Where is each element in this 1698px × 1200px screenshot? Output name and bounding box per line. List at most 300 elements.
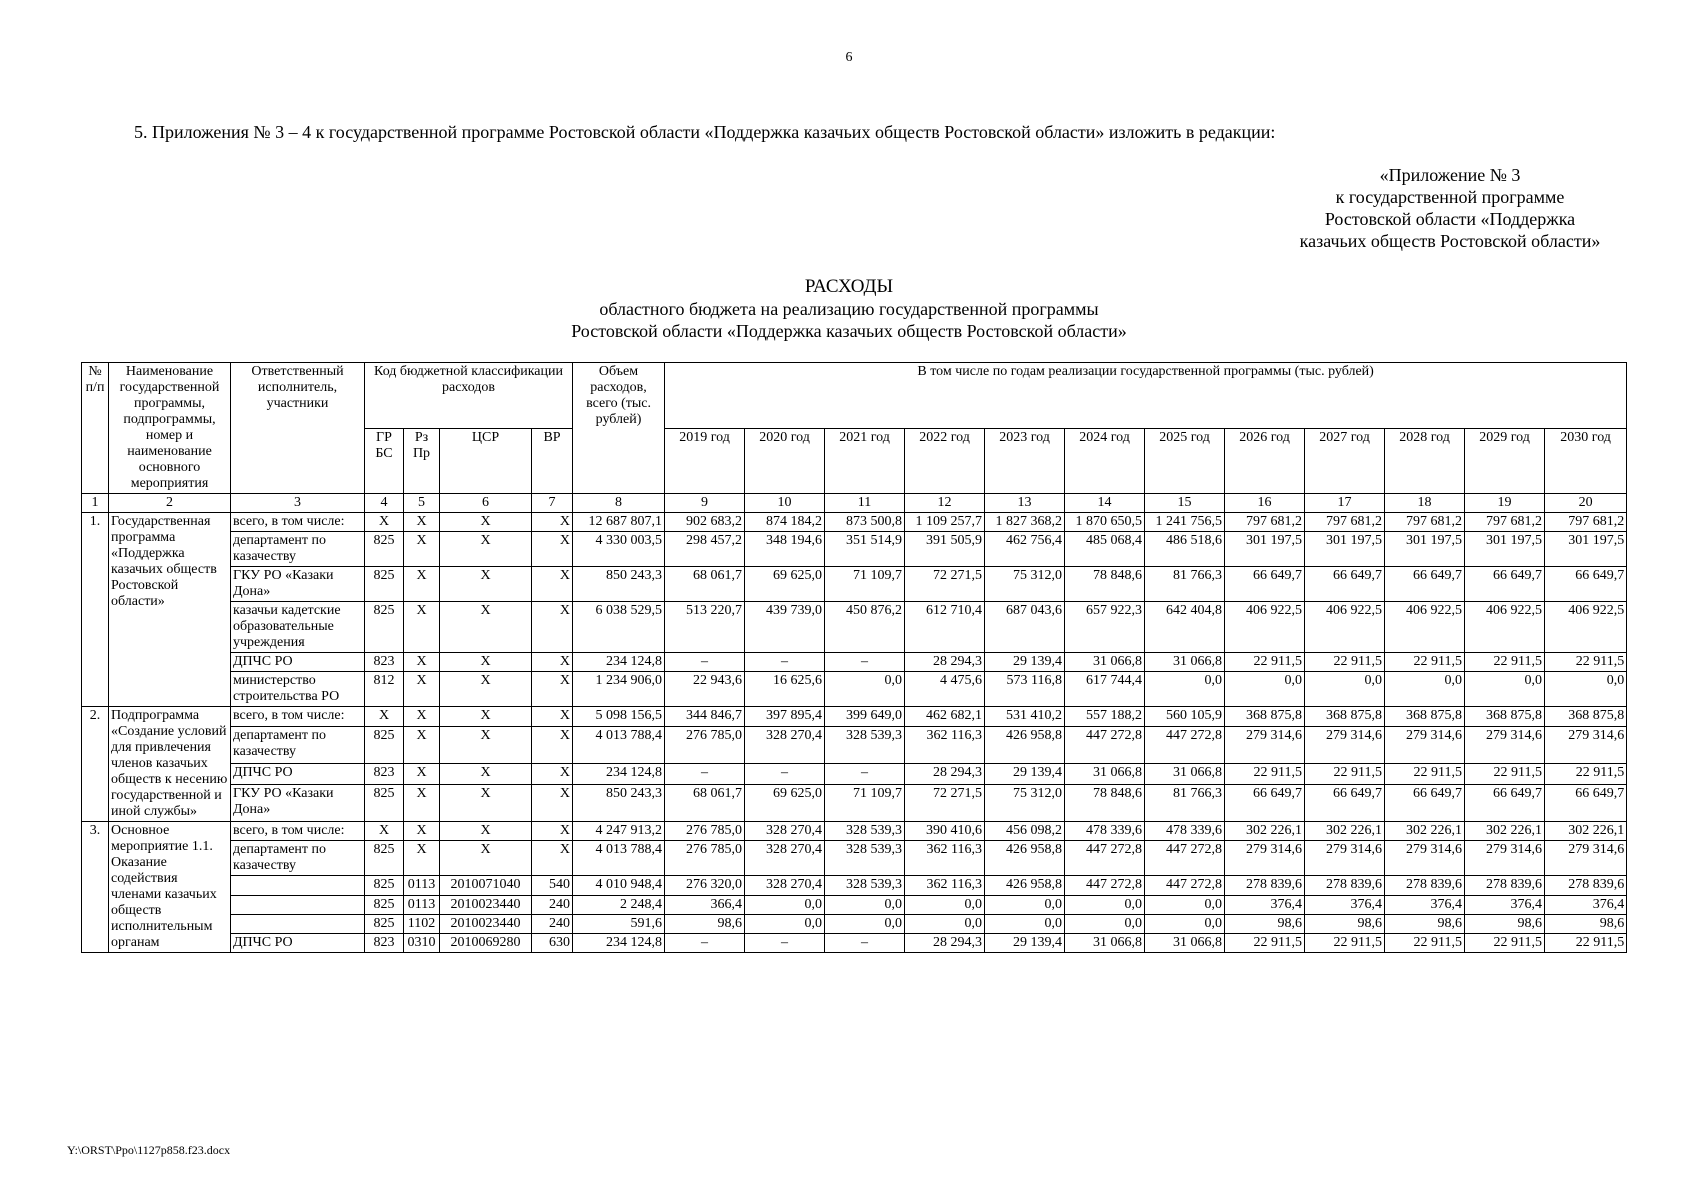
column-number: 19 bbox=[1465, 494, 1545, 513]
year-value-cell: 0,0 bbox=[825, 914, 905, 933]
year-value-cell: 276 785,0 bbox=[665, 727, 745, 764]
year-value-cell: 406 922,5 bbox=[1465, 602, 1545, 653]
year-value-cell: 29 139,4 bbox=[985, 933, 1065, 952]
column-number: 6 bbox=[440, 494, 532, 513]
year-value-cell: 406 922,5 bbox=[1545, 602, 1627, 653]
appendix-line: «Приложение № 3 bbox=[1379, 165, 1521, 185]
year-value-cell: 328 539,3 bbox=[825, 876, 905, 895]
year-value-cell: 612 710,4 bbox=[905, 602, 985, 653]
year-value-cell: 16 625,6 bbox=[745, 672, 825, 707]
year-value-cell: 797 681,2 bbox=[1225, 513, 1305, 532]
year-value-cell: 98,6 bbox=[1385, 914, 1465, 933]
column-number: 13 bbox=[985, 494, 1065, 513]
year-value-cell: 0,0 bbox=[1465, 672, 1545, 707]
year-value-cell: 348 194,6 bbox=[745, 532, 825, 567]
executor-cell: министерство строительства РО bbox=[231, 672, 365, 707]
year-value-cell: 0,0 bbox=[745, 914, 825, 933]
rzpr-cell: Х bbox=[404, 841, 440, 876]
year-value-cell: 486 518,6 bbox=[1145, 532, 1225, 567]
year-value-cell: 797 681,2 bbox=[1545, 513, 1627, 532]
year-value-cell: 328 539,3 bbox=[825, 822, 905, 841]
year-value-cell: 28 294,3 bbox=[905, 933, 985, 952]
year-value-cell: 450 876,2 bbox=[825, 602, 905, 653]
executor-cell bbox=[231, 876, 365, 895]
executor-cell bbox=[231, 895, 365, 914]
total-cell: 234 124,8 bbox=[573, 764, 665, 784]
year-value-cell: 75 312,0 bbox=[985, 567, 1065, 602]
grbs-cell: 825 bbox=[365, 876, 404, 895]
column-number: 7 bbox=[532, 494, 573, 513]
rzpr-cell: Х bbox=[404, 727, 440, 764]
year-value-cell: 0,0 bbox=[1065, 914, 1145, 933]
year-value-cell: 366,4 bbox=[665, 895, 745, 914]
year-value-cell: – bbox=[825, 764, 905, 784]
year-value-cell: 376,4 bbox=[1305, 895, 1385, 914]
year-value-cell: 301 197,5 bbox=[1225, 532, 1305, 567]
year-value-cell: 66 649,7 bbox=[1305, 567, 1385, 602]
year-value-cell: 31 066,8 bbox=[1145, 653, 1225, 672]
table-row bbox=[82, 895, 1627, 914]
year-value-cell: 0,0 bbox=[825, 895, 905, 914]
title-line: Ростовской области «Поддержка казачьих обществ Ростовской области» bbox=[571, 321, 1127, 341]
year-value-cell: 302 226,1 bbox=[1225, 822, 1305, 841]
year-value-cell: 31 066,8 bbox=[1065, 933, 1145, 952]
csr-cell: 2010069280 bbox=[440, 933, 532, 952]
file-path-footer: Y:\ORST\Ppo\1127p858.f23.docx bbox=[67, 1143, 231, 1157]
header-rzpr: Рз Пр bbox=[404, 428, 440, 494]
year-value-cell: 301 197,5 bbox=[1465, 532, 1545, 567]
column-number: 18 bbox=[1385, 494, 1465, 513]
total-cell: 4 013 788,4 bbox=[573, 727, 665, 764]
year-value-cell: 301 197,5 bbox=[1305, 532, 1385, 567]
grbs-cell: 823 bbox=[365, 764, 404, 784]
year-value-cell: 279 314,6 bbox=[1385, 727, 1465, 764]
rzpr-cell: Х bbox=[404, 822, 440, 841]
year-value-cell: 513 220,7 bbox=[665, 602, 745, 653]
grbs-cell: 825 bbox=[365, 727, 404, 764]
table-row bbox=[82, 567, 1627, 602]
year-value-cell: 0,0 bbox=[1145, 895, 1225, 914]
program-name: Подпрограмма «Создание условий для привлечения членов казачьих обществ к несению государственной и иной службы» bbox=[109, 707, 231, 822]
year-value-cell: 66 649,7 bbox=[1545, 567, 1627, 602]
year-value-cell: 485 068,4 bbox=[1065, 532, 1145, 567]
year-value-cell: 687 043,6 bbox=[985, 602, 1065, 653]
column-number: 12 bbox=[905, 494, 985, 513]
csr-cell: Х bbox=[440, 567, 532, 602]
year-value-cell: 98,6 bbox=[665, 914, 745, 933]
year-value-cell: 1 870 650,5 bbox=[1065, 513, 1145, 532]
year-value-cell: 22 911,5 bbox=[1305, 933, 1385, 952]
year-value-cell: 0,0 bbox=[985, 914, 1065, 933]
year-value-cell: 66 649,7 bbox=[1385, 567, 1465, 602]
rzpr-cell: Х bbox=[404, 672, 440, 707]
year-value-cell: 328 539,3 bbox=[825, 727, 905, 764]
year-value-cell: – bbox=[825, 653, 905, 672]
year-value-cell: 278 839,6 bbox=[1465, 876, 1545, 895]
table-row bbox=[82, 876, 1627, 895]
total-cell: 1 234 906,0 bbox=[573, 672, 665, 707]
grbs-cell: 812 bbox=[365, 672, 404, 707]
year-value-cell: 447 272,8 bbox=[1065, 727, 1145, 764]
header-vr: ВР bbox=[532, 428, 573, 494]
year-value-cell: 22 911,5 bbox=[1305, 764, 1385, 784]
grbs-cell: 825 bbox=[365, 532, 404, 567]
year-value-cell: 447 272,8 bbox=[1065, 876, 1145, 895]
year-value-cell: 447 272,8 bbox=[1145, 841, 1225, 876]
year-value-cell: 81 766,3 bbox=[1145, 567, 1225, 602]
vr-cell: 240 bbox=[532, 895, 573, 914]
rzpr-cell: Х bbox=[404, 602, 440, 653]
header-name: Наименование государственной программы, подпрограммы, номер и наименование основного мероприятия bbox=[109, 363, 231, 494]
row-number: 1. bbox=[82, 513, 109, 707]
row-number: 3. bbox=[82, 822, 109, 953]
year-value-cell: 279 314,6 bbox=[1225, 841, 1305, 876]
year-value-cell: 278 839,6 bbox=[1225, 876, 1305, 895]
year-value-cell: 22 911,5 bbox=[1225, 764, 1305, 784]
table-row bbox=[82, 672, 1627, 707]
vr-cell: Х bbox=[532, 764, 573, 784]
grbs-cell: 825 bbox=[365, 602, 404, 653]
appendix-line: казачьих обществ Ростовской области» bbox=[1299, 231, 1601, 251]
year-value-cell: 328 270,4 bbox=[745, 822, 825, 841]
column-number: 8 bbox=[573, 494, 665, 513]
year-value-cell: 69 625,0 bbox=[745, 784, 825, 821]
table-row bbox=[82, 764, 1627, 784]
year-value-cell: 66 649,7 bbox=[1545, 784, 1627, 821]
column-number: 16 bbox=[1225, 494, 1305, 513]
year-value-cell: 797 681,2 bbox=[1465, 513, 1545, 532]
year-value-cell: 447 272,8 bbox=[1145, 727, 1225, 764]
year-value-cell: 391 505,9 bbox=[905, 532, 985, 567]
csr-cell: Х bbox=[440, 822, 532, 841]
year-value-cell: 29 139,4 bbox=[985, 653, 1065, 672]
year-value-cell: 278 839,6 bbox=[1385, 876, 1465, 895]
executor-cell bbox=[231, 914, 365, 933]
year-value-cell: 328 270,4 bbox=[745, 727, 825, 764]
column-number: 5 bbox=[404, 494, 440, 513]
year-value-cell: 98,6 bbox=[1305, 914, 1385, 933]
grbs-cell: 825 bbox=[365, 914, 404, 933]
year-value-cell: 0,0 bbox=[1065, 895, 1145, 914]
year-value-cell: 298 457,2 bbox=[665, 532, 745, 567]
vr-cell: Х bbox=[532, 513, 573, 532]
year-value-cell: 31 066,8 bbox=[1065, 653, 1145, 672]
table-row bbox=[82, 841, 1627, 876]
table-row bbox=[82, 727, 1627, 764]
title-main: РАСХОДЫ bbox=[804, 276, 894, 297]
year-value-cell: 447 272,8 bbox=[1145, 876, 1225, 895]
year-value-cell: 279 314,6 bbox=[1465, 841, 1545, 876]
year-value-cell: 279 314,6 bbox=[1545, 727, 1627, 764]
year-value-cell: 368 875,8 bbox=[1225, 707, 1305, 727]
year-value-cell: 406 922,5 bbox=[1225, 602, 1305, 653]
vr-cell: 240 bbox=[532, 914, 573, 933]
year-value-cell: 28 294,3 bbox=[905, 653, 985, 672]
document-title bbox=[0, 276, 1698, 342]
csr-cell: Х bbox=[440, 707, 532, 727]
year-value-cell: 301 197,5 bbox=[1385, 532, 1465, 567]
vr-cell: Х bbox=[532, 653, 573, 672]
column-number: 20 bbox=[1545, 494, 1627, 513]
header-year: 2027 год bbox=[1305, 428, 1385, 494]
vr-cell: Х bbox=[532, 727, 573, 764]
year-value-cell: 22 911,5 bbox=[1225, 933, 1305, 952]
vr-cell: 630 bbox=[532, 933, 573, 952]
year-value-cell: 376,4 bbox=[1465, 895, 1545, 914]
total-cell: 234 124,8 bbox=[573, 933, 665, 952]
csr-cell: 2010023440 bbox=[440, 895, 532, 914]
executor-cell: департамент по казачеству bbox=[231, 727, 365, 764]
executor-cell: казачьи кадетские образовательные учреждения bbox=[231, 602, 365, 653]
vr-cell: Х bbox=[532, 602, 573, 653]
column-number: 2 bbox=[109, 494, 231, 513]
header-csr: ЦСР bbox=[440, 428, 532, 494]
year-value-cell: – bbox=[665, 653, 745, 672]
table-row bbox=[82, 784, 1627, 821]
year-value-cell: 376,4 bbox=[1225, 895, 1305, 914]
grbs-cell: 823 bbox=[365, 653, 404, 672]
total-cell: 12 687 807,1 bbox=[573, 513, 665, 532]
vr-cell: Х bbox=[532, 567, 573, 602]
year-value-cell: 0,0 bbox=[1145, 672, 1225, 707]
year-value-cell: – bbox=[745, 933, 825, 952]
header-volume: Объем расходов, всего (тыс. рублей) bbox=[573, 363, 665, 494]
year-value-cell: 478 339,6 bbox=[1065, 822, 1145, 841]
year-value-cell: 406 922,5 bbox=[1305, 602, 1385, 653]
year-value-cell: 302 226,1 bbox=[1545, 822, 1627, 841]
year-value-cell: 439 739,0 bbox=[745, 602, 825, 653]
year-value-cell: 71 109,7 bbox=[825, 784, 905, 821]
vr-cell: Х bbox=[532, 822, 573, 841]
year-value-cell: 279 314,6 bbox=[1305, 841, 1385, 876]
table-row bbox=[82, 822, 1627, 841]
header-grbs: ГР БС bbox=[365, 428, 404, 494]
csr-cell: Х bbox=[440, 784, 532, 821]
year-value-cell: – bbox=[745, 764, 825, 784]
column-number: 3 bbox=[231, 494, 365, 513]
year-value-cell: 328 539,3 bbox=[825, 841, 905, 876]
year-value-cell: 557 188,2 bbox=[1065, 707, 1145, 727]
grbs-cell: Х bbox=[365, 707, 404, 727]
column-number: 9 bbox=[665, 494, 745, 513]
year-value-cell: 368 875,8 bbox=[1305, 707, 1385, 727]
table-row bbox=[82, 933, 1627, 952]
year-value-cell: 0,0 bbox=[1305, 672, 1385, 707]
year-value-cell: 28 294,3 bbox=[905, 764, 985, 784]
year-value-cell: 902 683,2 bbox=[665, 513, 745, 532]
year-value-cell: 279 314,6 bbox=[1305, 727, 1385, 764]
total-cell: 850 243,3 bbox=[573, 567, 665, 602]
grbs-cell: 825 bbox=[365, 841, 404, 876]
year-value-cell: 0,0 bbox=[985, 895, 1065, 914]
year-value-cell: 22 911,5 bbox=[1465, 764, 1545, 784]
total-cell: 4 013 788,4 bbox=[573, 841, 665, 876]
year-value-cell: 78 848,6 bbox=[1065, 784, 1145, 821]
total-cell: 234 124,8 bbox=[573, 653, 665, 672]
executor-cell: всего, в том числе: bbox=[231, 707, 365, 727]
year-value-cell: 426 958,8 bbox=[985, 841, 1065, 876]
column-number: 10 bbox=[745, 494, 825, 513]
csr-cell: Х bbox=[440, 727, 532, 764]
csr-cell: Х bbox=[440, 841, 532, 876]
year-value-cell: 302 226,1 bbox=[1385, 822, 1465, 841]
executor-cell: ДПЧС РО bbox=[231, 933, 365, 952]
table-row bbox=[82, 914, 1627, 933]
csr-cell: Х bbox=[440, 532, 532, 567]
csr-cell: Х bbox=[440, 602, 532, 653]
total-cell: 4 247 913,2 bbox=[573, 822, 665, 841]
year-value-cell: 362 116,3 bbox=[905, 841, 985, 876]
year-value-cell: 66 649,7 bbox=[1465, 567, 1545, 602]
year-value-cell: 406 922,5 bbox=[1385, 602, 1465, 653]
year-value-cell: 276 320,0 bbox=[665, 876, 745, 895]
year-value-cell: 302 226,1 bbox=[1305, 822, 1385, 841]
year-value-cell: 22 911,5 bbox=[1385, 933, 1465, 952]
year-value-cell: 0,0 bbox=[1545, 672, 1627, 707]
appendix-line: Ростовской области «Поддержка bbox=[1324, 209, 1576, 229]
rzpr-cell: Х bbox=[404, 707, 440, 727]
year-value-cell: 0,0 bbox=[1385, 672, 1465, 707]
column-number: 11 bbox=[825, 494, 905, 513]
year-value-cell: 0,0 bbox=[1145, 914, 1225, 933]
rzpr-cell: Х bbox=[404, 784, 440, 821]
row-number: 2. bbox=[82, 707, 109, 822]
grbs-cell: Х bbox=[365, 513, 404, 532]
year-value-cell: 0,0 bbox=[1225, 672, 1305, 707]
csr-cell: Х bbox=[440, 764, 532, 784]
header-year: 2025 год bbox=[1145, 428, 1225, 494]
table-row bbox=[82, 513, 1627, 532]
year-value-cell: 22 911,5 bbox=[1305, 653, 1385, 672]
rzpr-cell: Х bbox=[404, 653, 440, 672]
csr-cell: 2010071040 bbox=[440, 876, 532, 895]
executor-cell: ГКУ РО «Казаки Дона» bbox=[231, 567, 365, 602]
year-value-cell: 71 109,7 bbox=[825, 567, 905, 602]
csr-cell: Х bbox=[440, 672, 532, 707]
year-value-cell: – bbox=[825, 933, 905, 952]
header-years: В том числе по годам реализации государственной программы (тыс. рублей) bbox=[665, 363, 1627, 429]
year-value-cell: 462 756,4 bbox=[985, 532, 1065, 567]
year-value-cell: 66 649,7 bbox=[1385, 784, 1465, 821]
year-value-cell: 66 649,7 bbox=[1225, 567, 1305, 602]
grbs-cell: Х bbox=[365, 822, 404, 841]
year-value-cell: 447 272,8 bbox=[1065, 841, 1145, 876]
column-number: 4 bbox=[365, 494, 404, 513]
year-value-cell: 276 785,0 bbox=[665, 822, 745, 841]
year-value-cell: 328 270,4 bbox=[745, 876, 825, 895]
year-value-cell: 98,6 bbox=[1465, 914, 1545, 933]
vr-cell: Х bbox=[532, 672, 573, 707]
column-number: 15 bbox=[1145, 494, 1225, 513]
total-cell: 5 098 156,5 bbox=[573, 707, 665, 727]
year-value-cell: 279 314,6 bbox=[1225, 727, 1305, 764]
year-value-cell: 462 682,1 bbox=[905, 707, 985, 727]
total-cell: 4 330 003,5 bbox=[573, 532, 665, 567]
csr-cell: Х bbox=[440, 653, 532, 672]
executor-cell: ДПЧС РО bbox=[231, 653, 365, 672]
year-value-cell: 22 911,5 bbox=[1385, 653, 1465, 672]
column-number-row bbox=[82, 494, 1627, 513]
header-year: 2028 год bbox=[1385, 428, 1465, 494]
header-year: 2030 год bbox=[1545, 428, 1627, 494]
year-value-cell: 301 197,5 bbox=[1545, 532, 1627, 567]
year-value-cell: 69 625,0 bbox=[745, 567, 825, 602]
year-value-cell: 1 109 257,7 bbox=[905, 513, 985, 532]
header-executor: Ответственный исполнитель, участники bbox=[231, 363, 365, 494]
year-value-cell: 399 649,0 bbox=[825, 707, 905, 727]
year-value-cell: 81 766,3 bbox=[1145, 784, 1225, 821]
vr-cell: Х bbox=[532, 784, 573, 821]
appendix-header bbox=[1280, 164, 1620, 252]
grbs-cell: 823 bbox=[365, 933, 404, 952]
year-value-cell: 368 875,8 bbox=[1545, 707, 1627, 727]
year-value-cell: 22 911,5 bbox=[1545, 764, 1627, 784]
intro-paragraph: 5. Приложения № 3 – 4 к государственной программе Ростовской области «Поддержка казачьих обществ Ростовской области» изложить в редакции: bbox=[134, 122, 1276, 142]
year-value-cell: 874 184,2 bbox=[745, 513, 825, 532]
year-value-cell: 66 649,7 bbox=[1305, 784, 1385, 821]
year-value-cell: 351 514,9 bbox=[825, 532, 905, 567]
grbs-cell: 825 bbox=[365, 784, 404, 821]
page-number: 6 bbox=[845, 50, 853, 65]
year-value-cell: 1 241 756,5 bbox=[1145, 513, 1225, 532]
table-row bbox=[82, 707, 1627, 727]
year-value-cell: 68 061,7 bbox=[665, 784, 745, 821]
year-value-cell: 368 875,8 bbox=[1465, 707, 1545, 727]
year-value-cell: 66 649,7 bbox=[1225, 784, 1305, 821]
year-value-cell: 302 226,1 bbox=[1465, 822, 1545, 841]
year-value-cell: 279 314,6 bbox=[1545, 841, 1627, 876]
header-year: 2026 год bbox=[1225, 428, 1305, 494]
year-value-cell: 560 105,9 bbox=[1145, 707, 1225, 727]
year-value-cell: 279 314,6 bbox=[1385, 841, 1465, 876]
total-cell: 850 243,3 bbox=[573, 784, 665, 821]
year-value-cell: 22 911,5 bbox=[1465, 933, 1545, 952]
year-value-cell: 426 958,8 bbox=[985, 876, 1065, 895]
year-value-cell: 873 500,8 bbox=[825, 513, 905, 532]
csr-cell: 2010023440 bbox=[440, 914, 532, 933]
header-year: 2029 год bbox=[1465, 428, 1545, 494]
year-value-cell: 22 911,5 bbox=[1545, 933, 1627, 952]
year-value-cell: 0,0 bbox=[825, 672, 905, 707]
year-value-cell: 390 410,6 bbox=[905, 822, 985, 841]
vr-cell: Х bbox=[532, 707, 573, 727]
header-number: № п/п bbox=[82, 363, 109, 494]
program-name: Основное мероприятие 1.1. Оказание содействия членами казачьих обществ исполнительным органам bbox=[109, 822, 231, 953]
year-value-cell: – bbox=[665, 764, 745, 784]
year-value-cell: 75 312,0 bbox=[985, 784, 1065, 821]
year-value-cell: 0,0 bbox=[745, 895, 825, 914]
year-value-cell: 278 839,6 bbox=[1545, 876, 1627, 895]
table-row bbox=[82, 653, 1627, 672]
rzpr-cell: 0113 bbox=[404, 876, 440, 895]
header-year: 2020 год bbox=[745, 428, 825, 494]
year-value-cell: 797 681,2 bbox=[1385, 513, 1465, 532]
grbs-cell: 825 bbox=[365, 567, 404, 602]
year-value-cell: 31 066,8 bbox=[1145, 933, 1225, 952]
header-year: 2024 год bbox=[1065, 428, 1145, 494]
year-value-cell: 98,6 bbox=[1545, 914, 1627, 933]
year-value-cell: 4 475,6 bbox=[905, 672, 985, 707]
year-value-cell: 22 911,5 bbox=[1225, 653, 1305, 672]
executor-cell: всего, в том числе: bbox=[231, 513, 365, 532]
year-value-cell: 78 848,6 bbox=[1065, 567, 1145, 602]
year-value-cell: 22 911,5 bbox=[1385, 764, 1465, 784]
executor-cell: ГКУ РО «Казаки Дона» bbox=[231, 784, 365, 821]
header-row bbox=[82, 363, 1627, 429]
vr-cell: Х bbox=[532, 532, 573, 567]
year-value-cell: 31 066,8 bbox=[1065, 764, 1145, 784]
year-value-cell: 397 895,4 bbox=[745, 707, 825, 727]
